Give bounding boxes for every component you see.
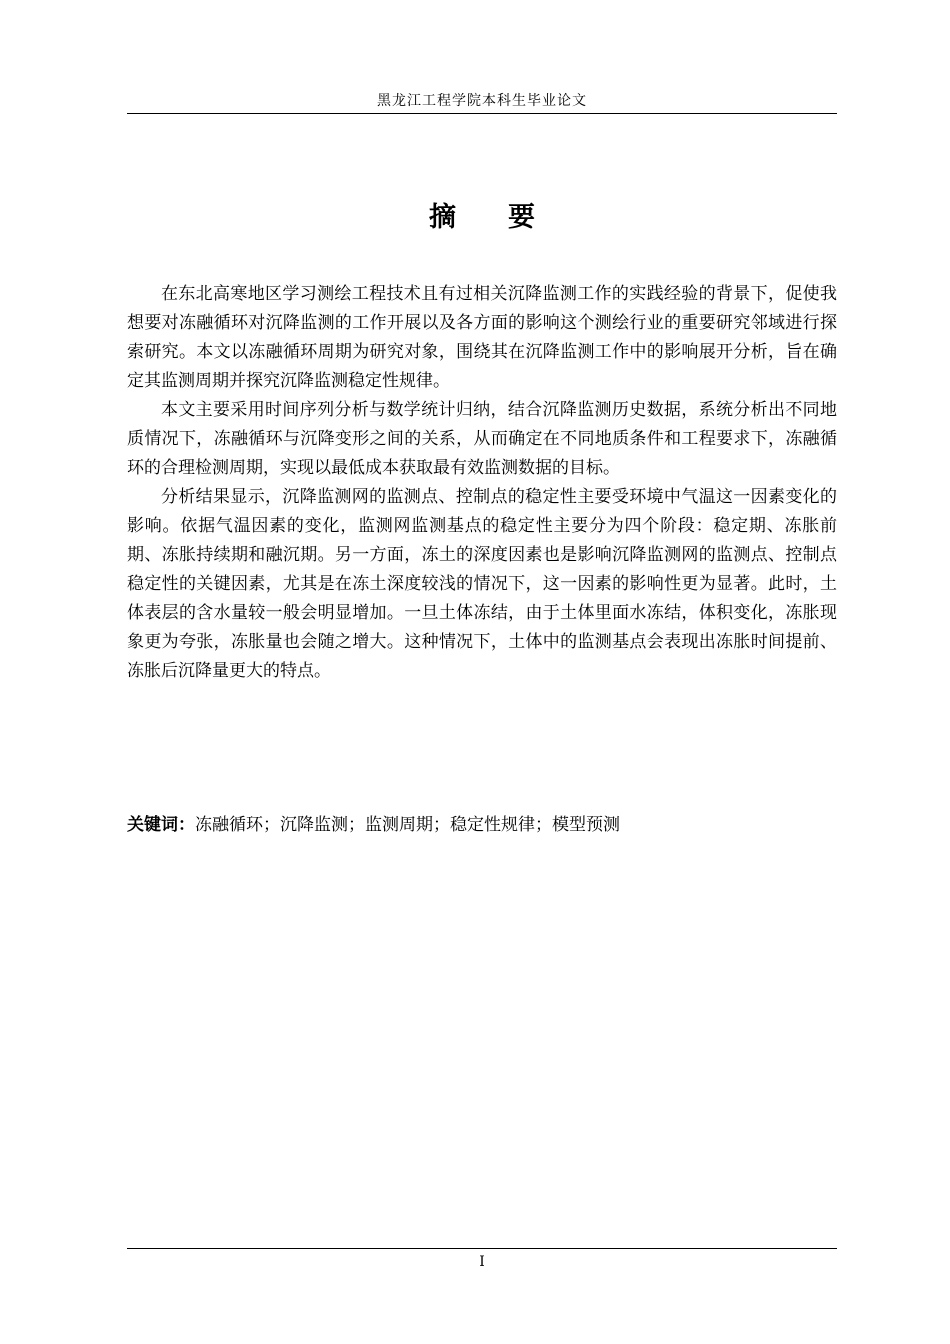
abstract-title-char-2: 要 — [508, 202, 535, 233]
footer-divider — [127, 1248, 837, 1249]
keywords-label: 关键词： — [127, 815, 195, 835]
abstract-title-char-1: 摘 — [429, 202, 456, 233]
abstract-paragraph-2: 本文主要采用时间序列分析与数学统计归纳，结合沉降监测历史数据，系统分析出不同地质情况下，冻融循环与沉降变形之间的关系，从而确定在不同地质条件和工程要求下，冻融循环的合理检测周期，实现以最低成本获取最有效监测数据的目标。 — [127, 400, 837, 478]
abstract-paragraph-3: 分析结果显示，沉降监测网的监测点、控制点的稳定性主要受环境中气温这一因素变化的影响。依据气温因素的变化，监测网监测基点的稳定性主要分为四个阶段：稳定期、冻胀前期、冻胀持续期和融沉期。另一方面，冻土的深度因素也是影响沉降监测网的监测点、控制点稳定性的关键因素，尤其是在冻土深度较浅的情况下，这一因素的影响性更为显著。此时，土体表层的含水量较一般会明显增加。一旦土体冻结，由于土体里面水冻结，体积变化，冻胀现象更为夸张，冻胀量也会随之增大。这种情况下，土体中的监测基点会表现出冻胀时间提前、冻胀后沉降量更大的特点。 — [127, 487, 837, 681]
abstract-body — [127, 280, 837, 686]
abstract-title — [127, 198, 837, 238]
abstract-paragraph-1: 在东北高寒地区学习测绘工程技术且有过相关沉降监测工作的实践经验的背景下，促使我想要对冻融循环对沉降监测的工作开展以及各方面的影响这个测绘行业的重要研究邻域进行探索研究。本文以冻融循环周期为研究对象，围绕其在沉降监测工作中的影响展开分析，旨在确定其监测周期并探究沉降监测稳定性规律。 — [127, 284, 837, 391]
keywords-line — [127, 811, 837, 840]
page-number: I — [479, 1254, 485, 1270]
keywords-list: 冻融循环；沉降监测；监测周期；稳定性规律；模型预测 — [195, 815, 620, 835]
running-header: 黑龙江工程学院本科生毕业论文 — [377, 93, 587, 109]
header-divider — [127, 113, 837, 114]
